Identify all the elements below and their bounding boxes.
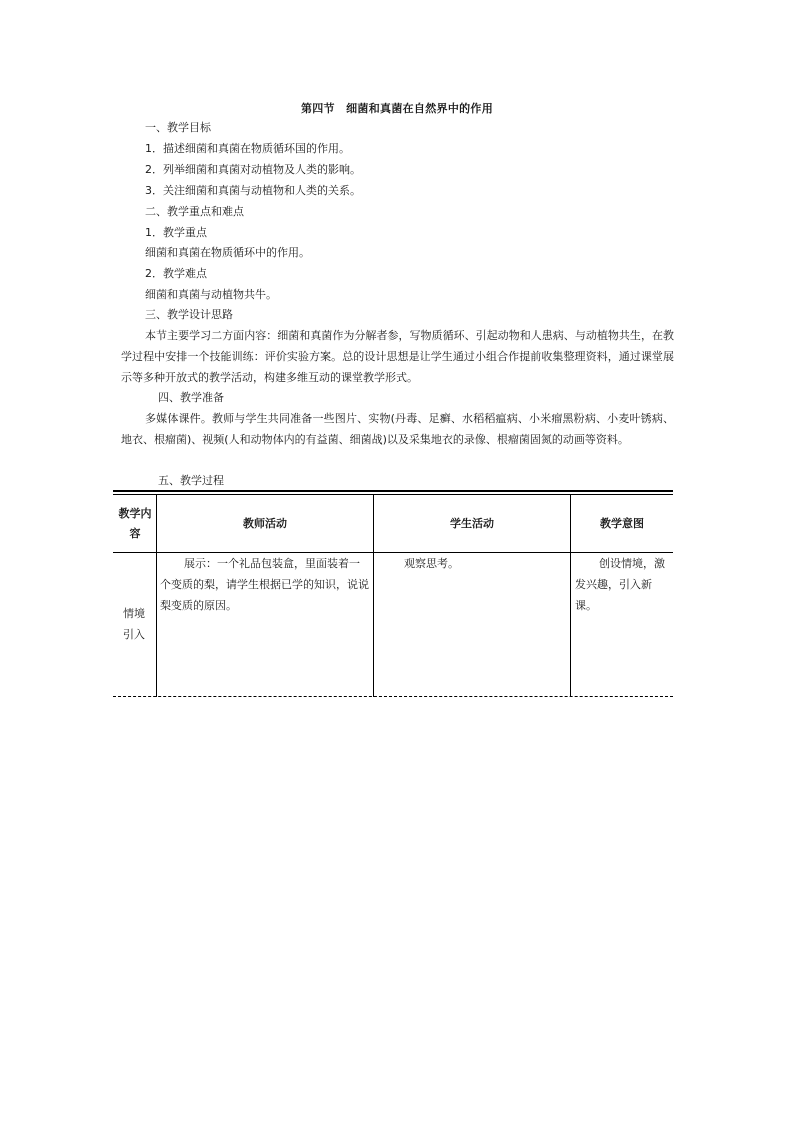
objective-item-3: 3．关注细菌和真菌与动植物和人类的关系。 [145,184,361,197]
difficulty-label: 2．教学难点 [145,267,207,280]
preparation-heading: 四、教学准备 [158,391,224,404]
difficulty-text: 细菌和真菌与动植物共牛。 [145,288,277,301]
design-heading: 三、教学设计思路 [145,308,233,321]
table-bottom-dashed-rule [113,696,673,697]
header-teaching-intent: 教学意图 [600,516,644,530]
row-content-cell: 情境引入 [123,607,145,641]
table-top-rule [113,490,673,492]
preparation-paragraph: 多媒体课件。教师与学生共同准备一些图片、实物(丹毒、足癣、水稻稻瘟病、小米瘤黑粉病、小麦叶锈病、地衣、根瘤菌)、视频(人和动物体内的有益菌、细菌战)以及采集地衣的录像、根瘤菌固氮的动画等资料。 [121,412,674,446]
section-title: 第四节 细菌和真菌在自然界中的作用 [300,102,494,115]
teaching-process-table [113,490,673,698]
header-teacher-activity: 教师活动 [243,516,287,530]
header-content: 教学内容 [118,506,152,540]
design-paragraph: 本节主要学习二方面内容：细菌和真菌作为分解者参，写物质循环、引起动物和人患病、与动植物共生，在教学过程中安排一个技能训练：评价实验方案。总的设计思想是让学生通过小组合作提前收集整理资料，通过课堂展示等多种开放式的教学活动，构建多维互动的课堂教学形式。 [121,329,674,384]
objectives-heading: 一、教学目标 [145,121,211,134]
header-student-activity: 学生活动 [450,516,494,530]
row-student-cell: 观察思考。 [404,557,459,570]
key-point-label: 1．教学重点 [145,226,207,239]
objective-item-2: 2．列举细菌和真菌对动植物及人类的影响。 [145,163,361,176]
objective-item-1: 1．描述细菌和真菌在物质循环国的作用。 [145,142,350,155]
key-point-text: 细菌和真菌在物质循环中的作用。 [145,246,310,259]
key-points-heading: 二、教学重点和难点 [145,205,244,218]
process-heading: 五、教学过程 [158,474,224,487]
row-intent-cell: 创设情境，激发兴趣，引入新课。 [575,557,665,612]
row-teacher-cell: 展示：一个礼品包装盒，里面装着一个变质的梨，请学生根据已学的知识，说说梨变质的原因。 [160,557,369,612]
